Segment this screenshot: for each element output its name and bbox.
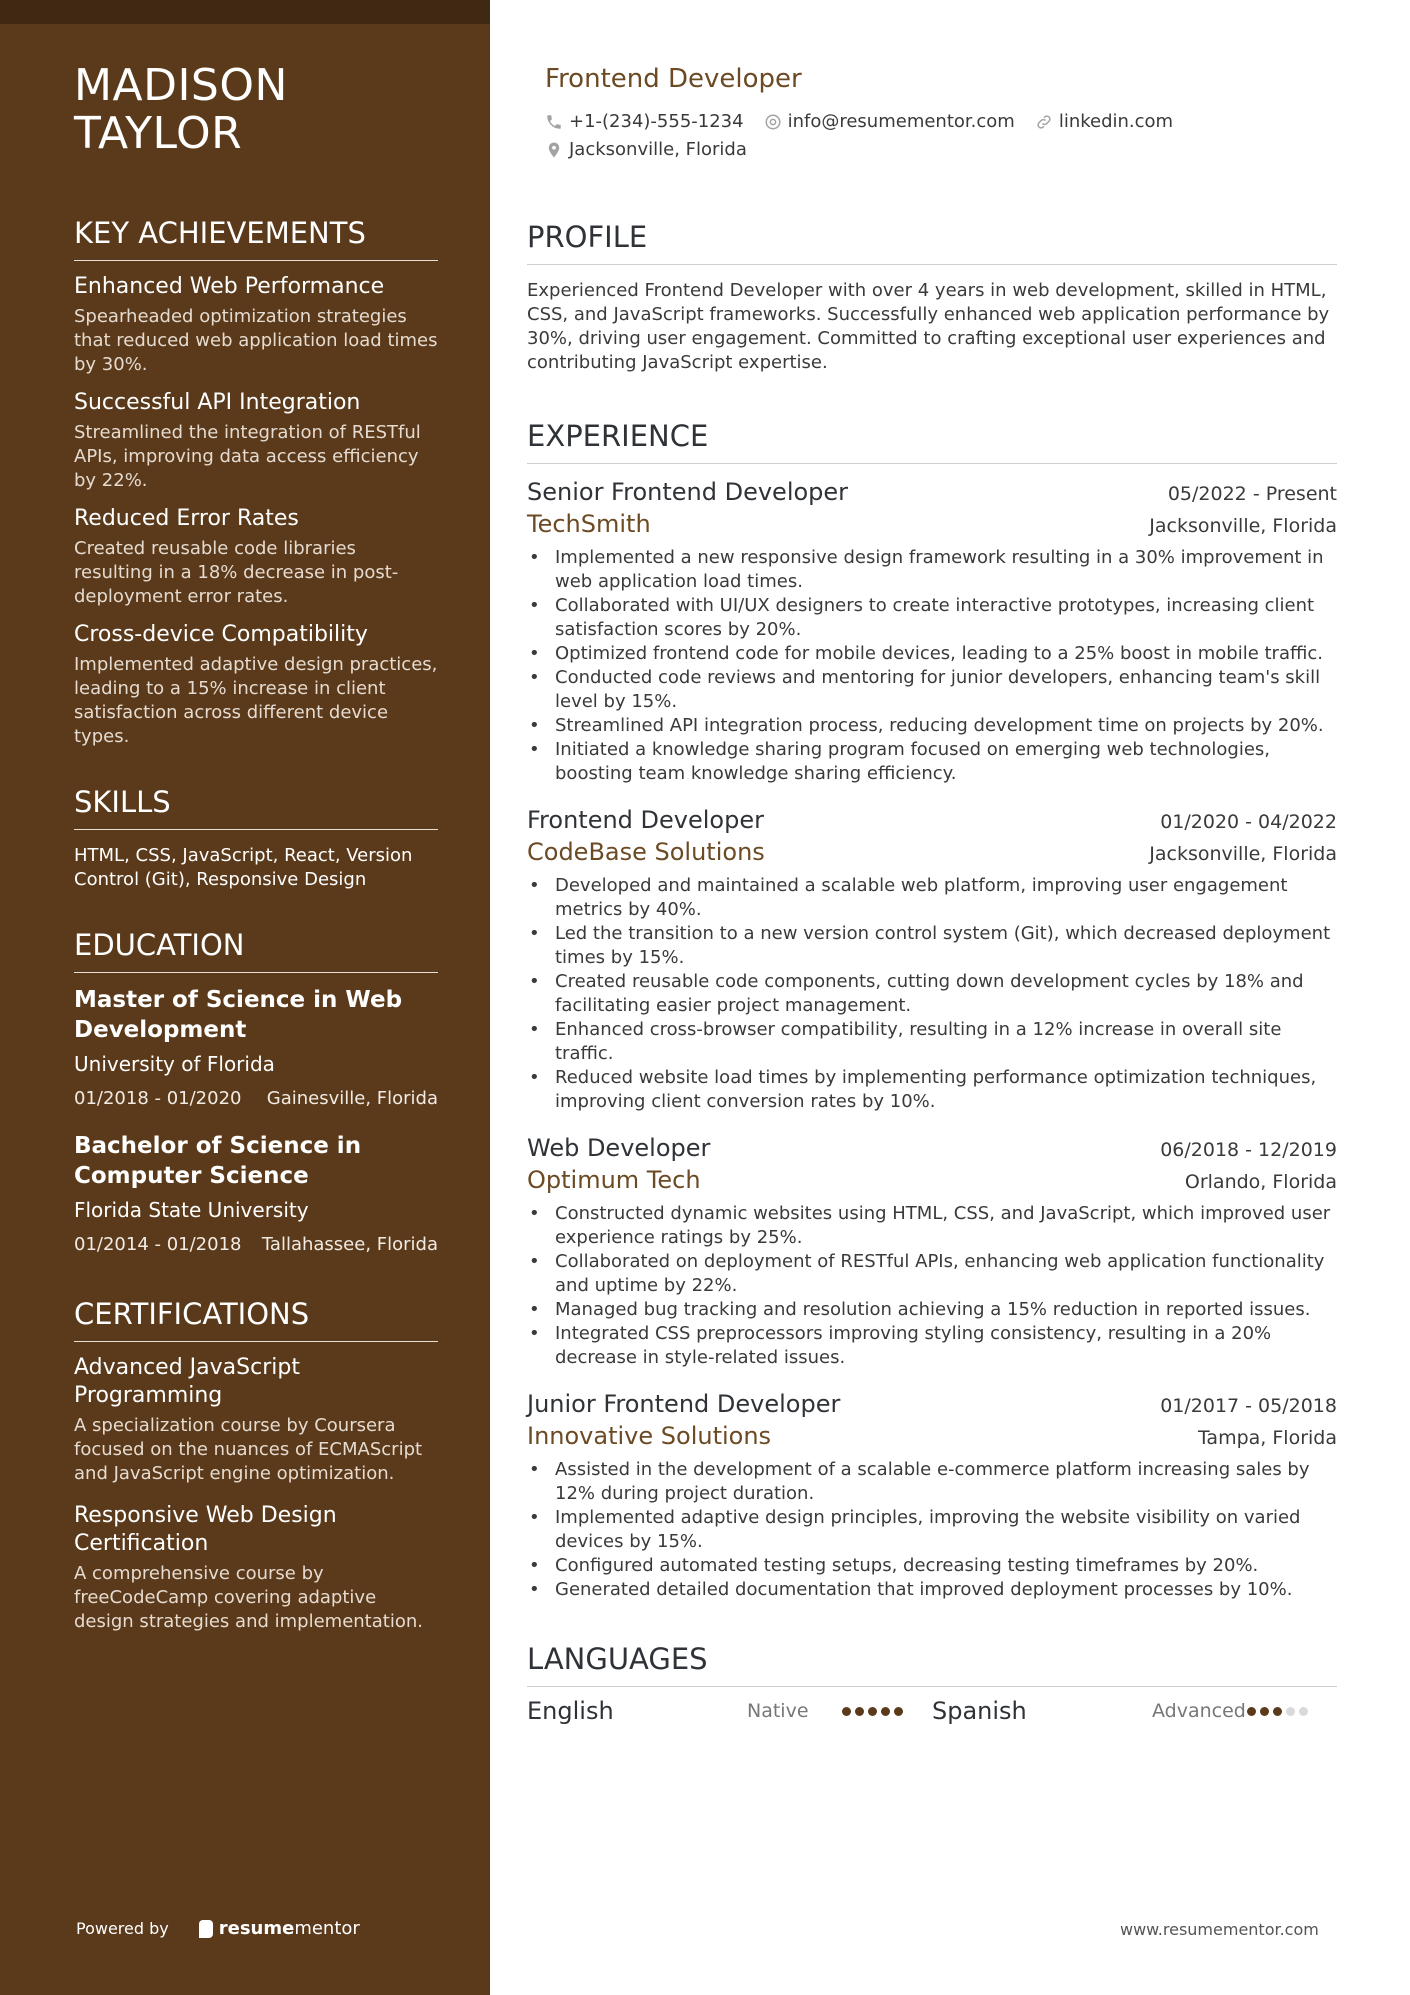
education-meta: [74, 1233, 438, 1257]
language-name: English: [527, 1697, 614, 1725]
rating-dot-filled: [842, 1707, 851, 1716]
email-contact[interactable]: [764, 108, 1015, 136]
job-role: Web Developer: [527, 1134, 711, 1162]
job-role: Frontend Developer: [527, 806, 764, 834]
job-company: Innovative Solutions: [527, 1422, 772, 1450]
brand-light: mentor: [294, 1918, 360, 1939]
contact-row: [545, 108, 1337, 136]
location-pin-icon: [545, 141, 563, 159]
job-role: Senior Frontend Developer: [527, 478, 849, 506]
rating-dot-empty: [1286, 1707, 1295, 1716]
job-bullets: [527, 1458, 1337, 1602]
rating-dot-filled: [1260, 1707, 1269, 1716]
education-item: [74, 985, 438, 1111]
job-entry: [527, 804, 1337, 1114]
phone-contact[interactable]: [545, 108, 744, 136]
job-entry: [527, 1132, 1337, 1370]
experience-section: [527, 419, 1337, 1602]
job-company: TechSmith: [527, 510, 651, 538]
achievement-title: Successful API Integration: [74, 390, 361, 415]
education-heading: EDUCATION: [74, 928, 438, 973]
job-bullet: • Reduced website load times by implementing performance optimization techniques, improving client conversion rates by 10%.: [527, 1066, 1337, 1114]
rating-dot-filled: [1247, 1707, 1256, 1716]
job-bullet: • Implemented a new responsive design framework resulting in a 30% improvement in web application load times.: [527, 546, 1337, 594]
language-rating: [842, 1707, 903, 1716]
rating-dot-filled: [1273, 1707, 1282, 1716]
candidate-name: [74, 62, 438, 158]
job-entry: [527, 476, 1337, 786]
headline-title: Frontend Developer: [545, 64, 802, 94]
contact-info: [545, 108, 1337, 164]
profile-heading: PROFILE: [527, 220, 1337, 265]
education-location: Tallahassee, Florida: [261, 1234, 438, 1255]
job-subheader: [527, 836, 1337, 868]
rating-dot-filled: [894, 1707, 903, 1716]
job-header: [527, 804, 1337, 836]
contact-row: [545, 136, 1337, 164]
languages-row: [527, 1697, 1337, 1725]
first-name: MADISON: [74, 60, 288, 111]
achievement-desc: Streamlined the integration of RESTful APIs, improving data access efficiency by 22%.: [74, 422, 421, 491]
achievements-list: [74, 273, 438, 749]
education-location: Gainesville, Florida: [266, 1088, 438, 1109]
language-rating: [1247, 1707, 1308, 1716]
achievement-item: [74, 273, 438, 377]
education-meta: [74, 1087, 438, 1111]
job-bullet: • Generated detailed documentation that improved deployment processes by 10%.: [527, 1578, 1337, 1602]
brand-bold: resume: [218, 1918, 295, 1939]
powered-by-label: Powered by: [76, 1919, 169, 1938]
job-dates: 01/2020 - 04/2022: [1160, 811, 1337, 833]
achievement-desc: Spearheaded optimization strategies that reduced web application load times by 30%.: [74, 306, 438, 375]
job-entry: [527, 1388, 1337, 1602]
main-content: [527, 62, 1337, 1725]
languages-heading: LANGUAGES: [527, 1642, 1337, 1687]
job-bullet: • Collaborated on deployment of RESTful APIs, enhancing web application functionality and uptime by 22%.: [527, 1250, 1337, 1298]
education-dates: 01/2014 - 01/2018: [74, 1234, 242, 1255]
job-dates: 06/2018 - 12/2019: [1160, 1139, 1337, 1161]
sidebar-top-bar: [0, 0, 490, 24]
certification-item: [74, 1502, 438, 1634]
rating-dot-filled: [855, 1707, 864, 1716]
experience-heading: EXPERIENCE: [527, 419, 1337, 464]
skills-heading: SKILLS: [74, 785, 438, 830]
certification-desc: A comprehensive course by freeCodeCamp covering adaptive design strategies and implementation.: [74, 1563, 423, 1632]
job-bullet: • Implemented adaptive design principles, improving the website visibility on varied devices by 15%.: [527, 1506, 1337, 1554]
certification-item: [74, 1354, 438, 1486]
profile-section: [527, 220, 1337, 375]
job-company: Optimum Tech: [527, 1166, 701, 1194]
brand-mark-icon: [199, 1920, 213, 1938]
last-name: TAYLOR: [74, 108, 243, 159]
language-level: Advanced: [1152, 1700, 1246, 1722]
job-bullet: • Integrated CSS preprocessors improving styling consistency, resulting in a 20% decrease in style-related issues.: [527, 1322, 1337, 1370]
location-text: Jacksonville, Florida: [569, 139, 747, 160]
language-item: [932, 1697, 1337, 1725]
job-role: Junior Frontend Developer: [527, 1390, 841, 1418]
job-bullet: • Created reusable code components, cutting down development cycles by 18% and facilitating easier project management.: [527, 970, 1337, 1018]
phone-icon: [545, 113, 563, 131]
certification-desc: A specialization course by Coursera focused on the nuances of ECMAScript and JavaScript engine optimization.: [74, 1415, 423, 1484]
language-name: Spanish: [932, 1697, 1027, 1725]
education-dates: 01/2018 - 01/2020: [74, 1088, 242, 1109]
email-text: info@resumementor.com: [787, 111, 1015, 132]
job-bullets: [527, 546, 1337, 786]
linkedin-contact[interactable]: [1035, 108, 1173, 136]
job-bullet: • Collaborated with UI/UX designers to create interactive prototypes, increasing client satisfaction scores by 20%.: [527, 594, 1337, 642]
achievements-heading: KEY ACHIEVEMENTS: [74, 216, 438, 261]
achievement-desc: Created reusable code libraries resulting in a 18% decrease in post-deployment error rates.: [74, 538, 399, 607]
job-dates: 01/2017 - 05/2018: [1160, 1395, 1337, 1417]
skills-text: HTML, CSS, JavaScript, React, Version Control (Git), Responsive Design: [74, 845, 413, 890]
rating-dot-filled: [881, 1707, 890, 1716]
achievement-item: [74, 505, 438, 609]
job-header: [527, 476, 1337, 508]
job-bullet: • Optimized frontend code for mobile devices, leading to a 25% boost in mobile traffic.: [527, 642, 1337, 666]
achievement-title: Enhanced Web Performance: [74, 274, 385, 299]
job-header: [527, 1388, 1337, 1420]
phone-text: +1-(234)-555-1234: [569, 111, 744, 132]
job-location: Orlando, Florida: [1184, 1171, 1337, 1193]
job-company: CodeBase Solutions: [527, 838, 765, 866]
job-location: Tampa, Florida: [1197, 1427, 1337, 1449]
rating-dot-empty: [1299, 1707, 1308, 1716]
achievement-item: [74, 389, 438, 493]
education-degree: Bachelor of Science in Computer Science: [74, 1133, 362, 1189]
job-location: Jacksonville, Florida: [1149, 515, 1337, 537]
sidebar: [0, 0, 490, 1995]
powered-by: [76, 1918, 360, 1939]
achievement-title: Reduced Error Rates: [74, 506, 299, 531]
sidebar-content: [74, 62, 438, 1634]
job-bullets: [527, 1202, 1337, 1370]
language-item: [527, 1697, 932, 1725]
job-bullets: [527, 874, 1337, 1114]
job-subheader: [527, 1420, 1337, 1452]
job-dates: 05/2022 - Present: [1167, 483, 1337, 505]
achievement-desc: Implemented adaptive design practices, leading to a 15% increase in client satisfaction across different device types.: [74, 654, 438, 747]
job-subheader: [527, 508, 1337, 540]
link-icon: [1035, 113, 1053, 131]
job-bullet: • Enhanced cross-browser compatibility, resulting in a 12% increase in overall site traffic.: [527, 1018, 1337, 1066]
job-subheader: [527, 1164, 1337, 1196]
job-bullet: • Initiated a knowledge sharing program focused on emerging web technologies, boosting team knowledge sharing efficiency.: [527, 738, 1337, 786]
job-bullet: • Conducted code reviews and mentoring for junior developers, enhancing team's skill level by 15%.: [527, 666, 1337, 714]
certification-title: Advanced JavaScript Programming: [74, 1355, 300, 1408]
job-bullet: • Configured automated testing setups, decreasing testing timeframes by 20%.: [527, 1554, 1337, 1578]
education-school: Florida State University: [74, 1198, 309, 1222]
achievement-item: [74, 621, 438, 749]
language-level: Native: [747, 1700, 809, 1722]
languages-section: [527, 1642, 1337, 1725]
education-degree: Master of Science in Web Development: [74, 987, 403, 1043]
job-bullet: • Streamlined API integration process, reducing development time on projects by 20%.: [527, 714, 1337, 738]
profile-text: Experienced Frontend Developer with over 4 years in web development, skilled in HTML, CSS, and JavaScript frameworks. Successfully enhanced web application performance by 30%, driving user engagement. Committed to crafting exceptional user experiences and contributing JavaScript expertise.: [527, 280, 1330, 373]
certification-title: Responsive Web Design Certification: [74, 1503, 337, 1556]
job-location: Jacksonville, Florida: [1149, 843, 1337, 865]
education-school: University of Florida: [74, 1052, 275, 1076]
job-header: [527, 1132, 1337, 1164]
job-bullet: • Led the transition to a new version control system (Git), which decreased deployment times by 15%.: [527, 922, 1337, 970]
job-bullet: • Assisted in the development of a scalable e-commerce platform increasing sales by 12% during project duration.: [527, 1458, 1337, 1506]
location-contact: [545, 136, 747, 164]
brand-logo[interactable]: [199, 1918, 360, 1939]
linkedin-text: linkedin.com: [1058, 111, 1174, 132]
certifications-heading: CERTIFICATIONS: [74, 1297, 438, 1342]
education-item: [74, 1131, 438, 1257]
job-bullet: • Managed bug tracking and resolution achieving a 15% reduction in reported issues.: [527, 1298, 1337, 1322]
rating-dot-filled: [868, 1707, 877, 1716]
at-icon: [764, 113, 782, 131]
footer-url[interactable]: www.resumementor.com: [1120, 1920, 1319, 1939]
job-bullet: • Developed and maintained a scalable web platform, improving user engagement metrics by 40%.: [527, 874, 1337, 922]
job-bullet: • Constructed dynamic websites using HTML, CSS, and JavaScript, which improved user experience ratings by 25%.: [527, 1202, 1337, 1250]
achievement-title: Cross-device Compatibility: [74, 622, 368, 647]
